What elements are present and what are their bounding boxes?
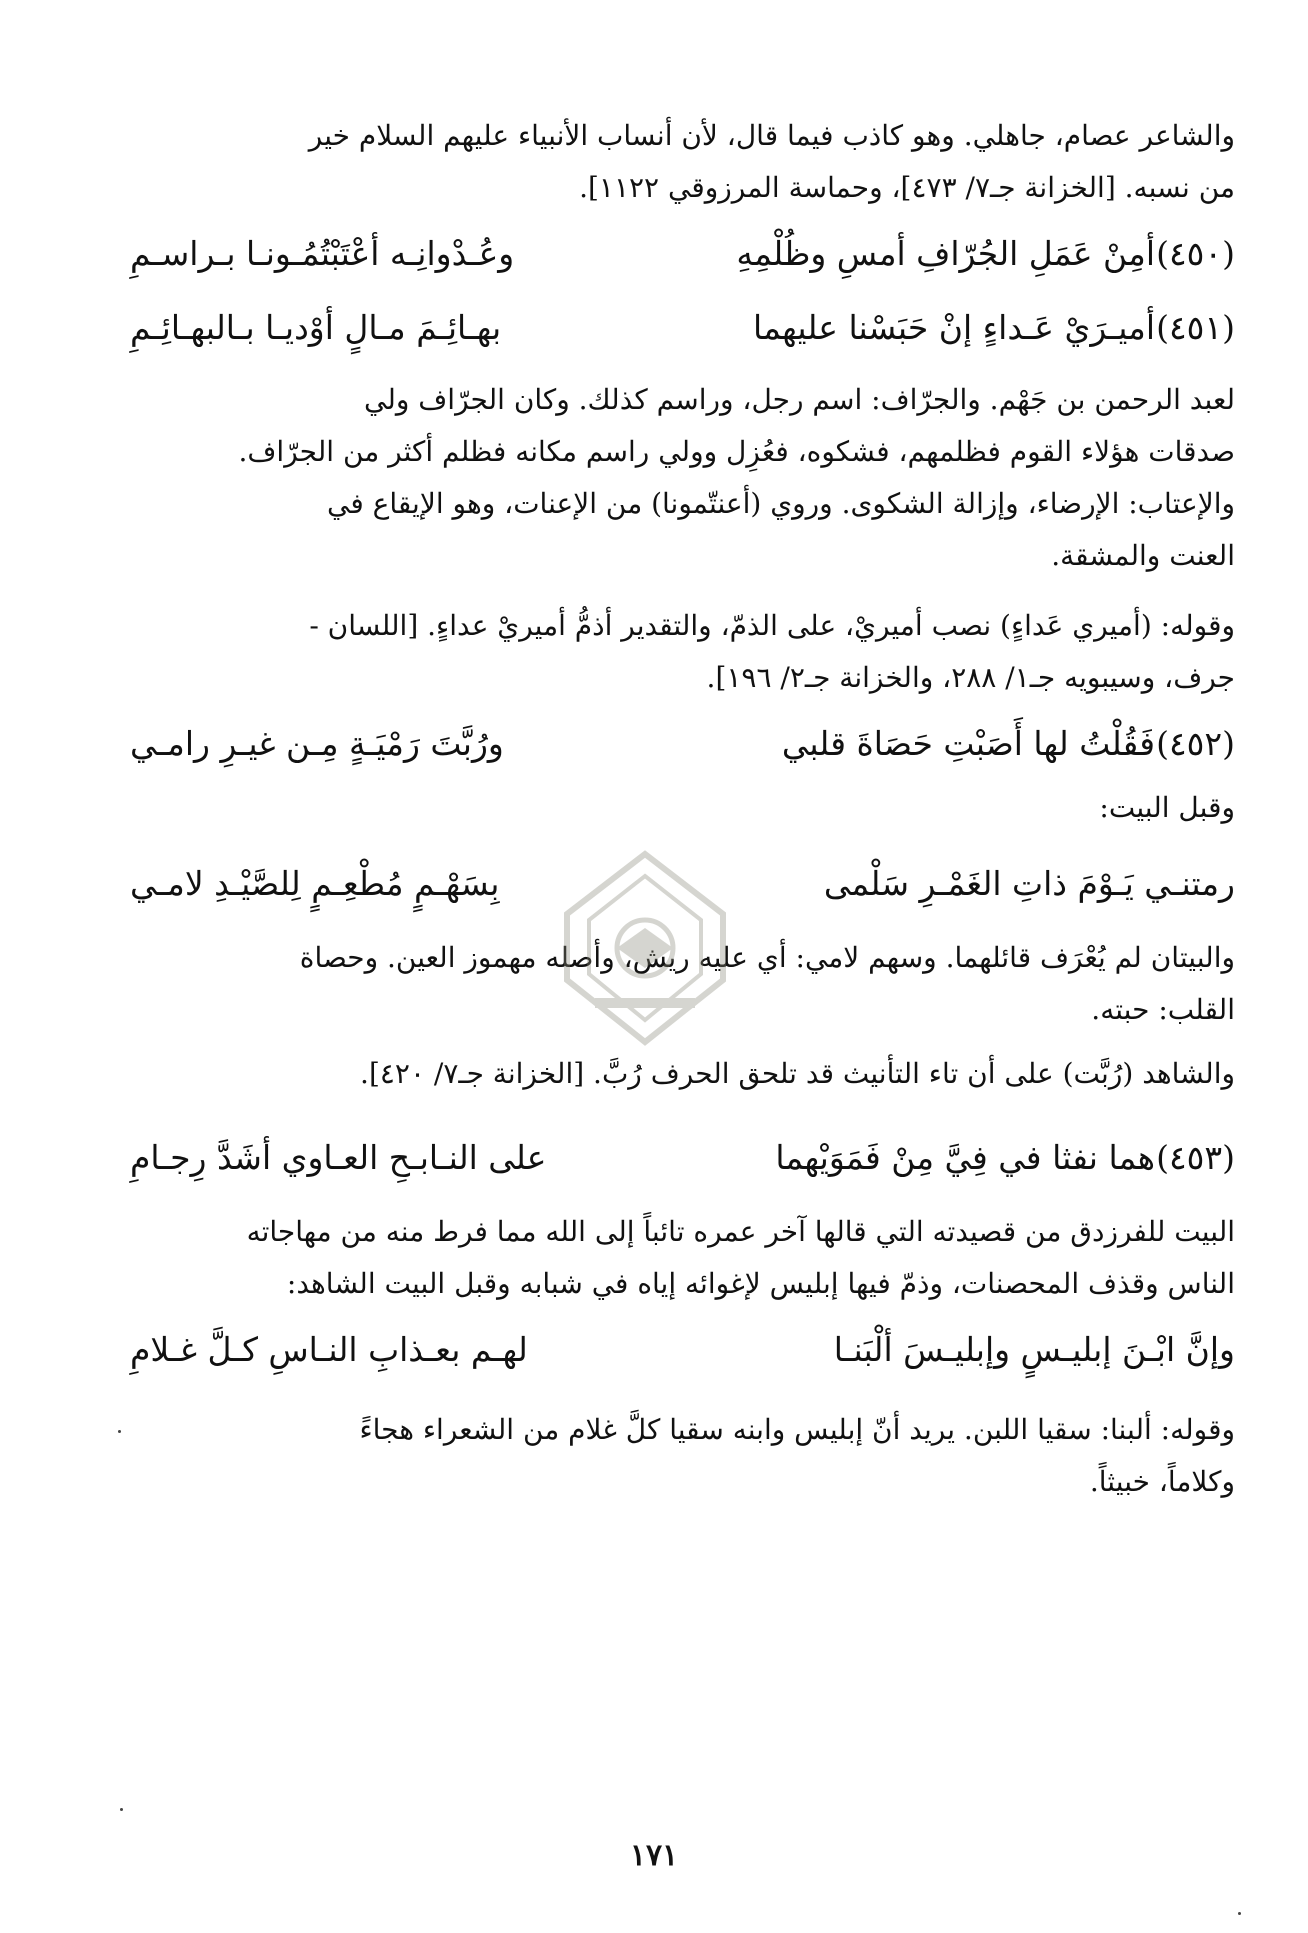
page-number: ١٧١ <box>629 1838 679 1873</box>
verse-452 <box>130 716 1235 772</box>
verse-second-hemistich: لهـم بعـذابِ النـاسِ كـلَّ غـلامِ <box>130 1330 528 1369</box>
text-line: وكلاماً، خبيثاً. <box>1089 1465 1235 1498</box>
text-line: البيت للفرزدق من قصيدته التي قالها آخر عمره تائباً إلى الله مما فرط منه من مهاجاته <box>246 1215 1235 1248</box>
verse-first-hemistich: وإنَّ ابْـنَ إبليـسٍ وإبليـسَ ألْبَنـا <box>833 1330 1235 1369</box>
verse-second-hemistich: ورُبَّتَ رَمْيَـةٍ مِـن غيـرِ رامـي <box>130 724 504 763</box>
verse-first-hemistich: رمتنـي يَـوْمَ ذاتِ الغَمْـرِ سَلْمى <box>823 864 1235 903</box>
scan-speck <box>118 1430 121 1433</box>
verse-first-hemistich: أميـرَيْ عَـداءٍ إنْ حَبَسْنا عليهما <box>753 308 1155 347</box>
text-line: وقوله: (أميري عَداءٍ) نصب أميريْ، على الذمّ، والتقدير أذمُّ أميريْ عداءٍ. [اللسان - <box>309 609 1235 642</box>
text-line: الناس وقذف المحصنات، وذمّ فيها إبليس لإغوائه إياه في شبابه وقبل البيت الشاهد: <box>286 1267 1235 1300</box>
text-line: صدقات هؤلاء القوم فظلمهم، فشكوه، فعُزِل وولي راسم مكانه فظلم أكثر من الجرّاف. <box>238 435 1235 468</box>
verse-second-hemistich: بِسَهْـمٍ مُطْعِـمٍ لِلصَّيْـدِ لامـي <box>130 864 500 903</box>
text-line: القلب: حبته. <box>1091 993 1235 1026</box>
text-line: العنت والمشقة. <box>1051 539 1235 572</box>
text-line: والإعتاب: الإرضاء، وإزالة الشكوى. وروي (أعنتّمونا) من الإعنات، وهو الإيقاع في <box>327 487 1235 520</box>
verse-number: (٤٥٢) <box>1156 724 1235 763</box>
verse-453 <box>130 1130 1235 1186</box>
verse-first-hemistich: هما نفثا في فِيَّ مِنْ فَمَوَيْهما <box>775 1138 1155 1177</box>
label-before-verse <box>130 782 1235 834</box>
text-line: والبيتان لم يُعْرَف قائلهما. وسهم لامي: أي عليه ريش، وأصله مهموز العين. وحصاة <box>299 941 1235 974</box>
paragraph-witness-note <box>130 1048 1235 1100</box>
text-line: جرف، وسيبويه جـ١/ ٢٨٨، والخزانة جـ٢/ ١٩٦]. <box>706 661 1235 694</box>
verse-first-hemistich: فَقُلْتُ لها أَصَبْتِ حَصَاةَ قلبي <box>781 724 1155 763</box>
scan-speck <box>120 1808 123 1811</box>
verse-preceding-453 <box>130 1322 1235 1378</box>
library-watermark-logo <box>555 848 735 1048</box>
text-line: من نسبه. [الخزانة جـ٧/ ٤٧٣]، وحماسة المرزوقي ١١٢٢]. <box>579 171 1235 204</box>
verse-number: (٤٥٣) <box>1156 1138 1235 1177</box>
text-line: لعبد الرحمن بن جَهْم. والجرّاف: اسم رجل، وراسم كذلك. وكان الجرّاف ولي <box>363 383 1235 416</box>
verse-first-hemistich: أمِنْ عَمَلِ الجُرّافِ أمسِ وظُلْمِهِ <box>736 234 1155 273</box>
paragraph-commentary-451 <box>130 374 1235 582</box>
paragraph-commentary-453 <box>130 1206 1235 1310</box>
verse-number: (٤٥١) <box>1156 308 1235 347</box>
scan-speck <box>1238 1912 1241 1915</box>
text-line: وقوله: ألبنا: سقيا اللبن. يريد أنّ إبليس وابنه سقيا كلَّ غلام من الشعراء هجاءً <box>359 1413 1235 1446</box>
paragraph-grammar-note <box>130 600 1235 704</box>
verse-number: (٤٥٠) <box>1156 234 1235 273</box>
verse-second-hemistich: وعُـدْوانِـه أعْتَبْتُمُـونـا بـراسـمِ <box>130 234 515 273</box>
text-line: وقبل البيت: <box>1099 791 1235 824</box>
text-line: والشاهد (رُبَّت) على أن تاء التأنيث قد تلحق الحرف رُبَّ. [الخزانة جـ٧/ ٤٢٠]. <box>360 1057 1235 1090</box>
verse-450 <box>130 226 1235 282</box>
verse-second-hemistich: على النـابـحِ العـاوي أشَدَّ رِجـامِ <box>130 1138 547 1177</box>
text-line: والشاعر عصام، جاهلي. وهو كاذب فيما قال، لأن أنساب الأنبياء عليهم السلام خير <box>308 119 1235 152</box>
verse-451 <box>130 300 1235 356</box>
verse-second-hemistich: بهـائِـمَ مـالٍ أوْديـا بـالبهـائِـمِ <box>130 308 502 347</box>
paragraph-final-note <box>130 1404 1235 1508</box>
paragraph-poet-note <box>130 110 1235 214</box>
